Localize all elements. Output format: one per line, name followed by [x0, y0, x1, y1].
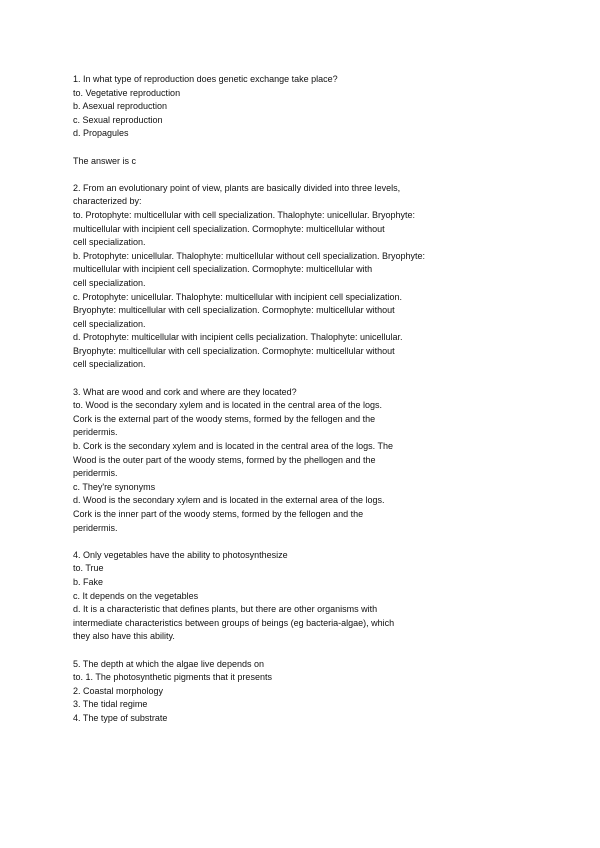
spacer — [73, 141, 513, 155]
question-5-option-line: to. 1. The photosynthetic pigments that it presents — [73, 672, 272, 683]
question-4-option-line: intermediate characteristics between groups of beings (eg bacteria-algae), which — [73, 617, 395, 628]
question-2-option-line: multicellular with incipient cell specialization. Cormophyte: multicellular with — [73, 264, 373, 275]
question-3-option-line: Cork is the external part of the woody stems, formed by the fellogen and the — [73, 413, 376, 424]
question-2-option-line: d. Protophyte: multicellular with incipient cells pecialization. Thalophyte: unicellular. — [73, 332, 403, 343]
question-1-text: 1. In what type of reproduction does genetic exchange take place? — [73, 74, 338, 84]
question-3-option-line: Cork is the inner part of the woody stems, formed by the fellogen and the — [73, 509, 364, 519]
question-3-option-line: c. They're synonyms — [73, 481, 156, 492]
question-4-option-line: to. True — [73, 563, 104, 574]
question-4-text: 4. Only vegetables have the ability to photosynthesize — [73, 549, 288, 560]
question-2-option-line: multicellular with incipient cell specialization. Cormophyte: multicellular without — [73, 223, 385, 234]
question-3-option-line: peridermis. — [73, 427, 118, 438]
question-5 — [73, 658, 513, 726]
question-3-option-line: peridermis. — [73, 522, 118, 533]
question-2-option-line: Bryophyte: multicellular with cell specialization. Cormophyte: multicellular without — [73, 345, 395, 356]
spacer — [73, 168, 513, 182]
question-2-option-line: Bryophyte: multicellular with cell specialization. Cormophyte: multicellular without — [73, 305, 395, 316]
question-3 — [73, 386, 513, 536]
question-3-option-line: b. Cork is the secondary xylem and is located in the central area of the logs. The — [73, 441, 394, 452]
question-1 — [73, 73, 513, 141]
question-2-option-line: cell specialization. — [73, 237, 146, 248]
question-1-option-c: c. Sexual reproduction — [73, 114, 163, 125]
question-1-answer: The answer is c — [73, 155, 137, 166]
question-3-option-line: peridermis. — [73, 468, 118, 479]
question-2-option-line: b. Protophyte: unicellular. Thalophyte: multicellular without cell specialization. Bryophyte: — [73, 250, 426, 261]
question-4-option-line: b. Fake — [73, 576, 104, 587]
question-2-option-line: to. Protophyte: multicellular with cell specialization. Thalophyte: unicellular. Bryophyte: — [73, 209, 416, 220]
question-2-option-line: c. Protophyte: unicellular. Thalophyte: multicellular with incipient cell specialization. — [73, 291, 403, 302]
question-2 — [73, 182, 513, 372]
question-2-option-line: cell specialization. — [73, 277, 146, 288]
question-3-option-line: d. Wood is the secondary xylem and is located in the external area of the logs. — [73, 495, 385, 506]
question-2-option-line: cell specialization. — [73, 318, 146, 329]
question-5-option-line: 3. The tidal regime — [73, 699, 148, 710]
question-2-text-line: 2. From an evolutionary point of view, plants are basically divided into three levels, — [73, 182, 401, 193]
question-1-option-d: d. Propagules — [73, 128, 129, 139]
question-1-option-a: to. Vegetative reproduction — [73, 87, 181, 98]
spacer — [73, 372, 513, 386]
question-5-option-line: 2. Coastal morphology — [73, 685, 164, 696]
document-body — [73, 73, 513, 726]
question-5-text: 5. The depth at which the algae live depends on — [73, 658, 264, 669]
spacer — [73, 644, 513, 658]
question-5-option-line: 4. The type of substrate — [73, 712, 168, 723]
question-4-option-line: d. It is a characteristic that defines plants, but there are other organisms with — [73, 604, 378, 615]
question-3-option-line: to. Wood is the secondary xylem and is located in the central area of the logs. — [73, 400, 383, 411]
question-4-option-line: they also have this ability. — [73, 631, 175, 642]
question-2-text-line: characterized by: — [73, 196, 142, 207]
question-3-option-line: Wood is the outer part of the woody stems, formed by the phellogen and the — [73, 454, 376, 465]
question-4-option-line: c. It depends on the vegetables — [73, 590, 199, 601]
question-2-option-line: cell specialization. — [73, 359, 146, 370]
question-4 — [73, 549, 513, 644]
spacer — [73, 535, 513, 549]
question-3-text: 3. What are wood and cork and where are they located? — [73, 386, 297, 397]
question-1-option-b: b. Asexual reproduction — [73, 101, 168, 112]
